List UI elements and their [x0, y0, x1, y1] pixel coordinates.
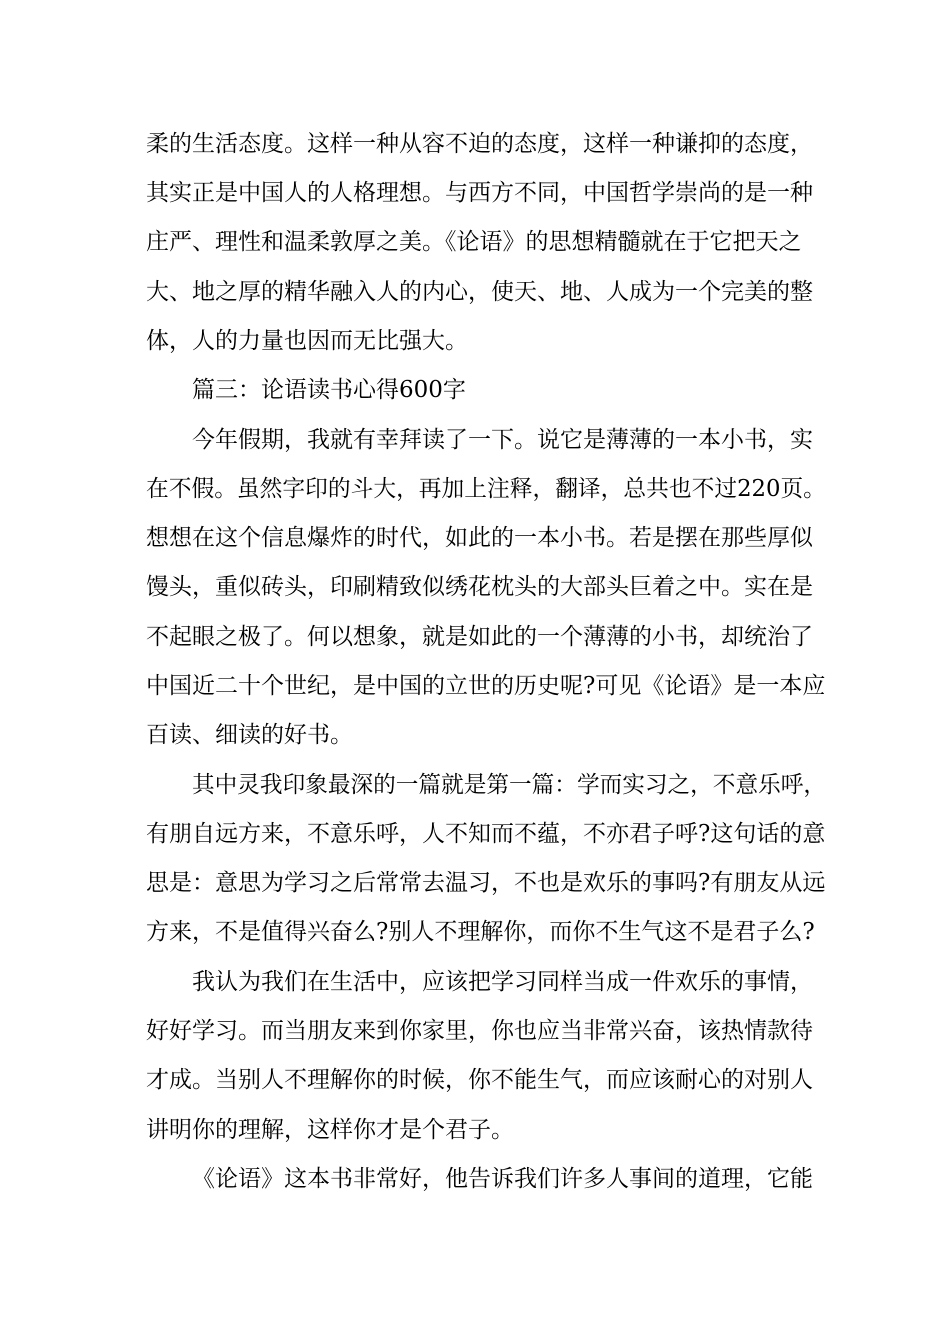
text-line: 其实正是中国人的人格理想。与西方不同，中国哲学崇尚的是一种 [146, 180, 813, 206]
paragraph-start: 我认为我们在生活中，应该把学习同样当成一件欢乐的事情， [192, 969, 813, 995]
text-line: 有朋自远方来，不意乐呼，人不知而不蕴，不亦君子呼?这句话的意 [146, 821, 826, 847]
paragraph-start: 《论语》这本书非常好，他告诉我们许多人事间的道理，它能 [192, 1166, 813, 1192]
text-line: 讲明你的理解，这样你才是个君子。 [146, 1117, 514, 1143]
text-line: 庄严、理性和温柔敦厚之美。《论语》的思想精髓就在于它把天之 [146, 229, 802, 255]
text-line: 中国近二十个世纪，是中国的立世的历史呢?可见《论语》是一本应 [146, 673, 826, 699]
text-line: 不起眼之极了。何以想象，就是如此的一个薄薄的小书，却统治了 [146, 624, 813, 650]
text-line: 想想在这个信息爆炸的时代，如此的一本小书。若是摆在那些厚似 [146, 525, 813, 551]
text-line: 馒头，重似砖头，印刷精致似绣花枕头的大部头巨着之中。实在是 [146, 574, 813, 600]
text-line: 体，人的力量也因而无比强大。 [146, 328, 468, 354]
text-line: 百读、细读的好书。 [146, 722, 353, 748]
text-line: 才成。当别人不理解你的时候，你不能生气，而应该耐心的对别人 [146, 1067, 813, 1093]
paragraph-start: 其中灵我印象最深的一篇就是第一篇：学而实习之，不意乐呼， [192, 772, 827, 798]
text-line: 好好学习。而当朋友来到你家里，你也应当非常兴奋，该热情款待 [146, 1018, 813, 1044]
section-heading: 篇三：论语读书心得600字 [192, 377, 466, 403]
paragraph-start: 今年假期，我就有幸拜读了一下。说它是薄薄的一本小书，实 [192, 427, 813, 453]
text-line: 柔的生活态度。这样一种从容不迫的态度，这样一种谦抑的态度， [146, 131, 813, 157]
text-line: 在不假。虽然字印的斗大，再加上注释，翻译，总共也不过220页。 [146, 476, 826, 502]
text-line: 思是：意思为学习之后常常去温习，不也是欢乐的事吗?有朋友从远 [146, 870, 826, 896]
text-line: 方来，不是值得兴奋么?别人不理解你，而你不生气这不是君子么? [146, 919, 815, 945]
text-line: 大、地之厚的精华融入人的内心，使天、地、人成为一个完美的整 [146, 279, 813, 305]
